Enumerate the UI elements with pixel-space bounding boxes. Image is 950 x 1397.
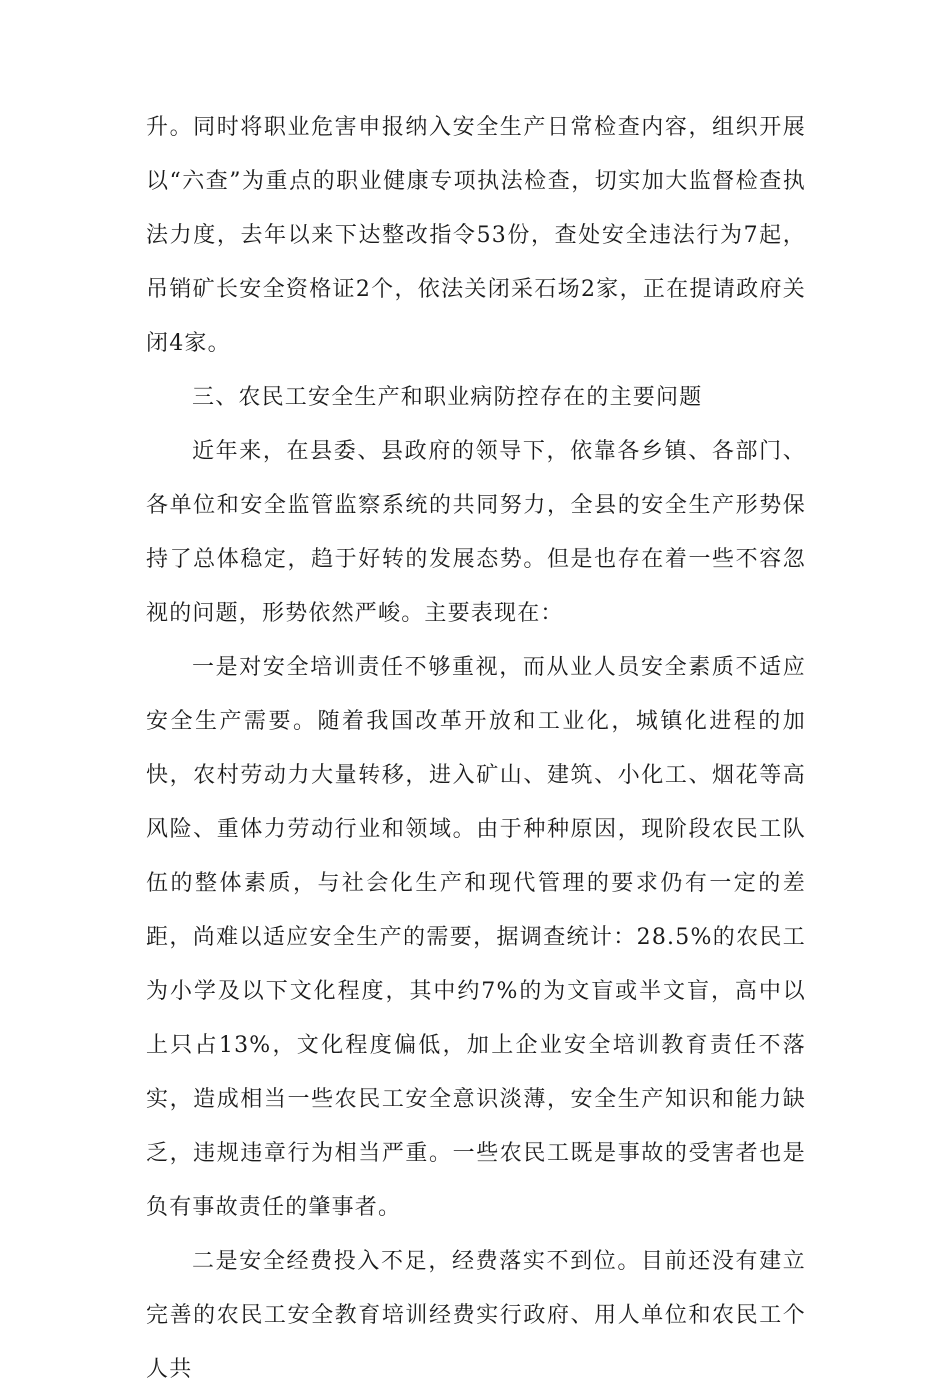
paragraph-continuation: 升。同时将职业危害申报纳入安全生产日常检查内容，组织开展以“六查”为重点的职业健康专项执法检查，切实加大监督检查执法力度，去年以来下达整改指令53份，查处安全违法行为7起，吊销矿长安全资格证2个，依法关闭采石场2家，正在提请政府关闭4家。 [146,115,806,356]
paragraph-issue-one: 一是对安全培训责任不够重视，而从业人员安全素质不适应安全生产需要。随着我国改革开放和工业化，城镇化进程的加快，农村劳动力大量转移，进入矿山、建筑、小化工、烟花等高风险、重体力劳动行业和领域。由于种种原因，现阶段农民工队伍的整体素质，与社会化生产和现代管理的要求仍有一定的差距，尚难以适应安全生产的需要，据调查统计：28.5%的农民工为小学及以下文化程度，其中约7%的为文盲或半文盲，高中以上只占13%，文化程度偏低，加上企业安全培训教育责任不落实，造成相当一些农民工安全意识淡薄，安全生产知识和能力缺乏，违规违章行为相当严重。一些农民工既是事故的受害者也是负有事故责任的肇事者。 [146,655,806,1220]
document-body [146,101,806,1397]
section-heading: 三、农民工安全生产和职业病防控存在的主要问题 [192,385,703,410]
paragraph-overview: 近年来，在县委、县政府的领导下，依靠各乡镇、各部门、各单位和安全监管监察系统的共同努力，全县的安全生产形势保持了总体稳定，趋于好转的发展态势。但是也存在着一些不容忽视的问题，形势依然严峻。主要表现在： [146,439,806,626]
paragraph-issue-two: 二是安全经费投入不足，经费落实不到位。目前还没有建立完善的农民工安全教育培训经费实行政府、用人单位和农民工个人共 [146,1249,806,1382]
